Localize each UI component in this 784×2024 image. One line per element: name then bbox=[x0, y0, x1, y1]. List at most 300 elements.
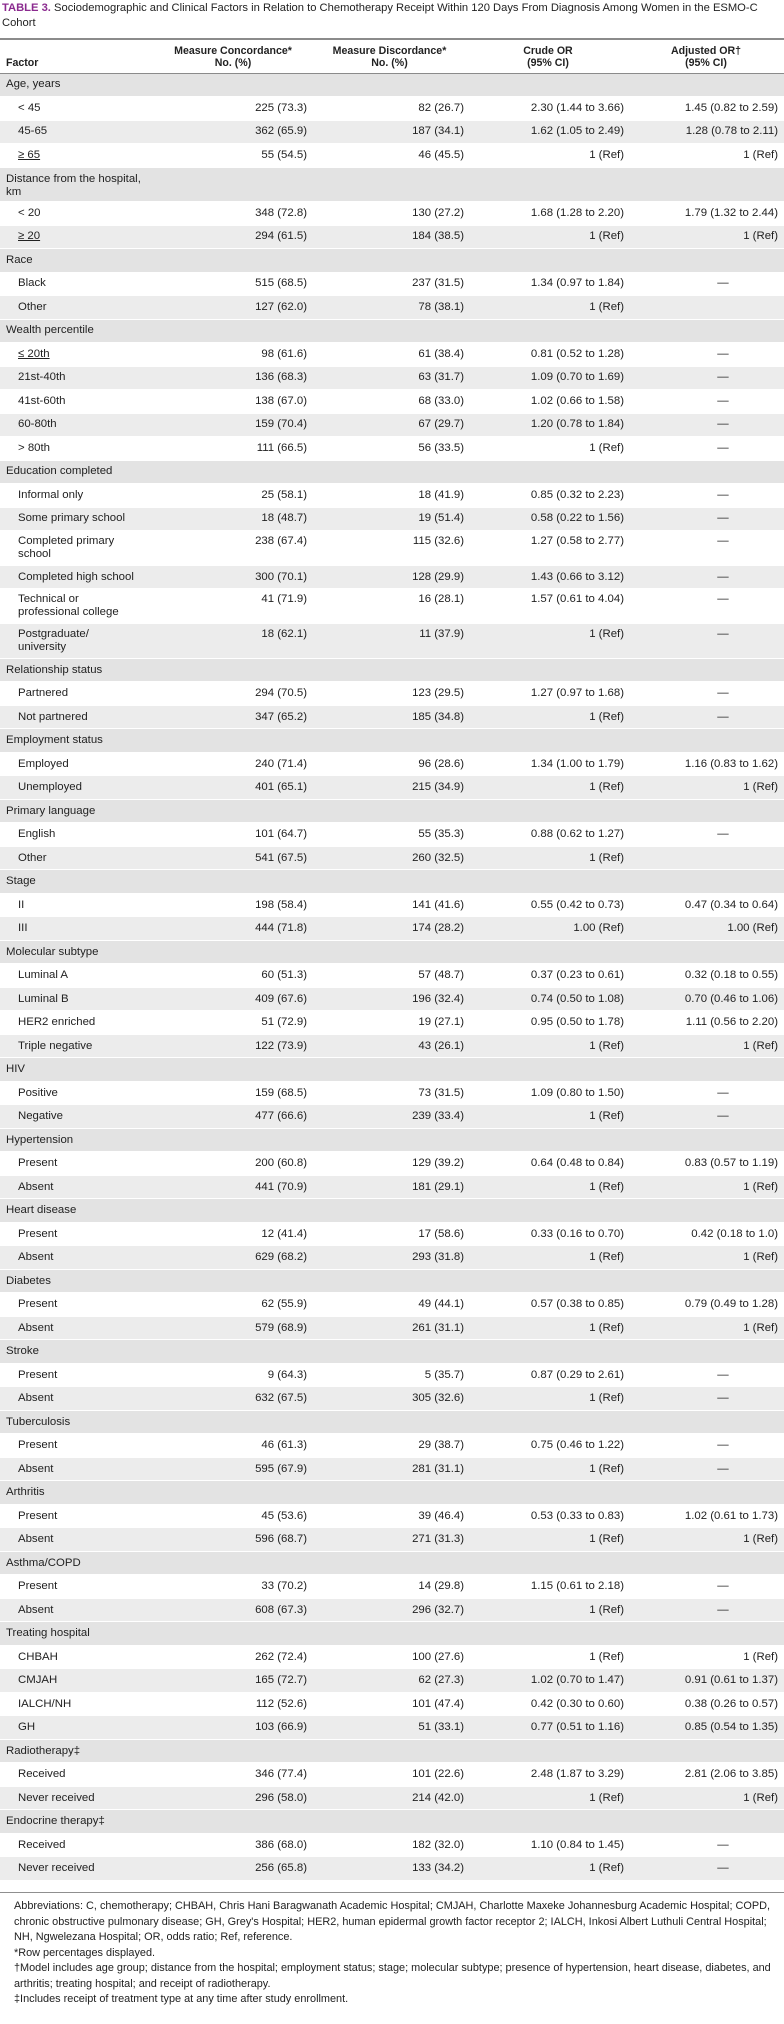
table-row bbox=[0, 296, 784, 320]
cell-crude-or: 2.48 (1.87 to 3.29) bbox=[468, 1763, 628, 1787]
cell-crude-or: 2.30 (1.44 to 3.66) bbox=[468, 97, 628, 121]
cell-adjusted-or bbox=[628, 296, 784, 320]
section-row bbox=[0, 1410, 784, 1434]
row-factor bbox=[0, 97, 155, 121]
table-row bbox=[0, 1833, 784, 1857]
row-factor bbox=[0, 296, 155, 320]
section-label: Primary language bbox=[0, 799, 784, 823]
factor-label: Present bbox=[18, 1157, 58, 1169]
cell-adjusted-or: 1 (Ref) bbox=[628, 225, 784, 249]
table-row bbox=[0, 1575, 784, 1599]
table-row bbox=[0, 531, 784, 566]
cell-concordance: 25 (58.1) bbox=[155, 484, 311, 508]
section-row bbox=[0, 729, 784, 753]
factor-label: Absent bbox=[18, 1462, 54, 1475]
cell-adjusted-or: — bbox=[628, 366, 784, 390]
table-row bbox=[0, 893, 784, 917]
cell-adjusted-or: 0.83 (0.57 to 1.19) bbox=[628, 1152, 784, 1176]
table-row bbox=[0, 1316, 784, 1340]
section-row bbox=[0, 167, 784, 202]
cell-adjusted-or: 0.38 (0.26 to 0.57) bbox=[628, 1692, 784, 1716]
row-factor bbox=[0, 1363, 155, 1387]
cell-concordance: 632 (67.5) bbox=[155, 1387, 311, 1411]
header-discordance: Measure Discordance* No. (%) bbox=[311, 39, 468, 73]
factor-label: Absent bbox=[18, 1533, 54, 1545]
cell-adjusted-or: 1 (Ref) bbox=[628, 1316, 784, 1340]
section-label: Diabetes bbox=[0, 1269, 784, 1293]
cell-crude-or: 1 (Ref) bbox=[468, 624, 628, 659]
cell-discordance: 130 (27.2) bbox=[311, 202, 468, 226]
cell-discordance: 100 (27.6) bbox=[311, 1645, 468, 1669]
factor-label: HER2 enriched bbox=[18, 1016, 96, 1028]
footnote-model: †Model includes age group; distance from the hospital; employment status; stage; molecular subtype; presence of hypertension, heart disease, diabetes, and arthritis; treating hospital; and receipt of radiotherapy. bbox=[14, 1962, 771, 1990]
row-factor bbox=[0, 1246, 155, 1270]
cell-crude-or: 1 (Ref) bbox=[468, 1786, 628, 1810]
cell-discordance: 19 (51.4) bbox=[311, 507, 468, 531]
section-row bbox=[0, 1269, 784, 1293]
cell-crude-or: 1.68 (1.28 to 2.20) bbox=[468, 202, 628, 226]
cell-adjusted-or: 1 (Ref) bbox=[628, 1786, 784, 1810]
row-factor bbox=[0, 484, 155, 508]
row-factor bbox=[0, 682, 155, 706]
cell-adjusted-or: — bbox=[628, 1105, 784, 1129]
section-label: Asthma/COPD bbox=[0, 1551, 784, 1575]
cell-crude-or: 0.95 (0.50 to 1.78) bbox=[468, 1011, 628, 1035]
cell-concordance: 386 (68.0) bbox=[155, 1833, 311, 1857]
cell-crude-or: 1.20 (0.78 to 1.84) bbox=[468, 413, 628, 437]
section-label: Stage bbox=[0, 870, 784, 894]
cell-concordance: 136 (68.3) bbox=[155, 366, 311, 390]
cell-adjusted-or: 1 (Ref) bbox=[628, 1645, 784, 1669]
section-label: Heart disease bbox=[0, 1199, 784, 1223]
cell-adjusted-or: — bbox=[628, 624, 784, 659]
factor-label: 45-65 bbox=[18, 125, 48, 138]
row-factor bbox=[0, 343, 155, 367]
cell-discordance: 293 (31.8) bbox=[311, 1246, 468, 1270]
cell-concordance: 159 (70.4) bbox=[155, 413, 311, 437]
cell-crude-or: 1 (Ref) bbox=[468, 144, 628, 168]
cell-concordance: 138 (67.0) bbox=[155, 390, 311, 414]
row-factor bbox=[0, 776, 155, 800]
cell-crude-or: 0.58 (0.22 to 1.56) bbox=[468, 507, 628, 531]
row-factor bbox=[0, 846, 155, 870]
cell-crude-or: 1 (Ref) bbox=[468, 1316, 628, 1340]
cell-crude-or: 1 (Ref) bbox=[468, 1598, 628, 1622]
cell-discordance: 141 (41.6) bbox=[311, 893, 468, 917]
cell-crude-or: 1.34 (1.00 to 1.79) bbox=[468, 752, 628, 776]
cell-adjusted-or: 1.11 (0.56 to 2.20) bbox=[628, 1011, 784, 1035]
section-row bbox=[0, 1810, 784, 1834]
cell-concordance: 296 (58.0) bbox=[155, 1786, 311, 1810]
section-row bbox=[0, 1340, 784, 1364]
table-row bbox=[0, 1222, 784, 1246]
cell-discordance: 271 (31.3) bbox=[311, 1528, 468, 1552]
cell-concordance: 198 (58.4) bbox=[155, 893, 311, 917]
section-row bbox=[0, 799, 784, 823]
cell-discordance: 174 (28.2) bbox=[311, 917, 468, 941]
row-factor bbox=[0, 144, 155, 168]
row-factor bbox=[0, 624, 155, 659]
row-factor bbox=[0, 1833, 155, 1857]
footnote-treatment: ‡Includes receipt of treatment type at any time after study enrollment. bbox=[14, 1993, 349, 2005]
footnote-abbreviations: Abbreviations: C, chemotherapy; CHBAH, Chris Hani Baragwanath Academic Hospital; CMJAH, Charlotte Maxeke Johannesburg Academic Hospital; COPD, chronic obstructive pulmonary disease; GH, Grey's Hospital; HER2, human epidermal growth factor receptor 2; IALCH, Inkosi Albert Luthuli Central Hospital; NH, Ngwelezana Hospital; OR, odds ratio; Ref, reference. bbox=[14, 1900, 771, 1943]
table-row bbox=[0, 272, 784, 296]
cell-adjusted-or: — bbox=[628, 507, 784, 531]
cell-adjusted-or: 0.42 (0.18 to 1.0) bbox=[628, 1222, 784, 1246]
cell-concordance: 444 (71.8) bbox=[155, 917, 311, 941]
factor-label: II bbox=[18, 898, 25, 911]
cell-adjusted-or: — bbox=[628, 1575, 784, 1599]
table-row bbox=[0, 776, 784, 800]
table-row bbox=[0, 1387, 784, 1411]
section-label: Wealth percentile bbox=[0, 319, 784, 343]
row-factor bbox=[0, 120, 155, 144]
cell-adjusted-or: 1.02 (0.61 to 1.73) bbox=[628, 1504, 784, 1528]
section-label: Education completed bbox=[0, 460, 784, 484]
cell-concordance: 294 (70.5) bbox=[155, 682, 311, 706]
cell-crude-or: 0.74 (0.50 to 1.08) bbox=[468, 987, 628, 1011]
cell-discordance: 133 (34.2) bbox=[311, 1857, 468, 1881]
table-row bbox=[0, 1457, 784, 1481]
cell-discordance: 128 (29.9) bbox=[311, 565, 468, 589]
cell-concordance: 240 (71.4) bbox=[155, 752, 311, 776]
cell-adjusted-or: — bbox=[628, 1081, 784, 1105]
footnote-row-percent: *Row percentages displayed. bbox=[14, 1946, 156, 1959]
table-row bbox=[0, 1645, 784, 1669]
cell-discordance: 129 (39.2) bbox=[311, 1152, 468, 1176]
factor-label: Present bbox=[18, 1509, 58, 1522]
cell-discordance: 19 (27.1) bbox=[311, 1011, 468, 1035]
section-row bbox=[0, 1199, 784, 1223]
cell-concordance: 409 (67.6) bbox=[155, 987, 311, 1011]
cell-crude-or: 1.27 (0.97 to 1.68) bbox=[468, 682, 628, 706]
factor-label: Never received bbox=[18, 1862, 95, 1874]
section-row bbox=[0, 870, 784, 894]
cell-crude-or: 0.85 (0.32 to 2.23) bbox=[468, 484, 628, 508]
factor-label: Absent bbox=[18, 1251, 54, 1263]
cell-concordance: 300 (70.1) bbox=[155, 565, 311, 589]
table-row bbox=[0, 589, 784, 624]
cell-discordance: 78 (38.1) bbox=[311, 296, 468, 320]
cell-concordance: 103 (66.9) bbox=[155, 1716, 311, 1740]
row-factor bbox=[0, 917, 155, 941]
cell-concordance: 111 (66.5) bbox=[155, 437, 311, 461]
cell-discordance: 49 (44.1) bbox=[311, 1293, 468, 1317]
row-factor bbox=[0, 437, 155, 461]
cell-concordance: 127 (62.0) bbox=[155, 296, 311, 320]
cell-adjusted-or: 1 (Ref) bbox=[628, 1034, 784, 1058]
cell-concordance: 9 (64.3) bbox=[155, 1363, 311, 1387]
row-factor bbox=[0, 1293, 155, 1317]
cell-adjusted-or: 0.70 (0.46 to 1.06) bbox=[628, 987, 784, 1011]
row-factor bbox=[0, 1575, 155, 1599]
cell-crude-or: 1.62 (1.05 to 2.49) bbox=[468, 120, 628, 144]
cell-crude-or: 0.88 (0.62 to 1.27) bbox=[468, 823, 628, 847]
cell-discordance: 101 (22.6) bbox=[311, 1763, 468, 1787]
factor-label: Never received bbox=[18, 1791, 95, 1804]
cell-adjusted-or: — bbox=[628, 1833, 784, 1857]
section-row bbox=[0, 940, 784, 964]
table-row bbox=[0, 144, 784, 168]
row-factor bbox=[0, 1011, 155, 1035]
cell-crude-or: 1.00 (Ref) bbox=[468, 917, 628, 941]
cell-concordance: 238 (67.4) bbox=[155, 531, 311, 566]
cell-crude-or: 1.43 (0.66 to 3.12) bbox=[468, 565, 628, 589]
row-factor bbox=[0, 413, 155, 437]
cell-adjusted-or: 0.32 (0.18 to 0.55) bbox=[628, 964, 784, 988]
cell-crude-or: 1 (Ref) bbox=[468, 1105, 628, 1129]
cell-discordance: 62 (27.3) bbox=[311, 1669, 468, 1693]
cell-crude-or: 1.02 (0.70 to 1.47) bbox=[468, 1669, 628, 1693]
data-table bbox=[0, 38, 784, 1881]
row-factor bbox=[0, 1457, 155, 1481]
cell-crude-or: 1 (Ref) bbox=[468, 1246, 628, 1270]
section-row bbox=[0, 1739, 784, 1763]
factor-label: Postgraduate/ university bbox=[18, 628, 89, 654]
cell-concordance: 45 (53.6) bbox=[155, 1504, 311, 1528]
cell-adjusted-or: — bbox=[628, 390, 784, 414]
cell-discordance: 11 (37.9) bbox=[311, 624, 468, 659]
cell-adjusted-or bbox=[628, 846, 784, 870]
factor-label: Received bbox=[18, 1768, 66, 1780]
cell-adjusted-or: 2.81 (2.06 to 3.85) bbox=[628, 1763, 784, 1787]
cell-concordance: 362 (65.9) bbox=[155, 120, 311, 144]
table-row bbox=[0, 1434, 784, 1458]
section-row bbox=[0, 319, 784, 343]
cell-discordance: 184 (38.5) bbox=[311, 225, 468, 249]
table-row bbox=[0, 437, 784, 461]
row-factor bbox=[0, 1763, 155, 1787]
cell-adjusted-or: 0.85 (0.54 to 1.35) bbox=[628, 1716, 784, 1740]
cell-concordance: 348 (72.8) bbox=[155, 202, 311, 226]
cell-crude-or: 0.57 (0.38 to 0.85) bbox=[468, 1293, 628, 1317]
cell-crude-or: 0.53 (0.33 to 0.83) bbox=[468, 1504, 628, 1528]
row-factor bbox=[0, 1387, 155, 1411]
cell-crude-or: 0.33 (0.16 to 0.70) bbox=[468, 1222, 628, 1246]
table-row bbox=[0, 964, 784, 988]
cell-crude-or: 1 (Ref) bbox=[468, 1387, 628, 1411]
cell-adjusted-or: — bbox=[628, 272, 784, 296]
factor-label: Present bbox=[18, 1298, 58, 1310]
cell-concordance: 122 (73.9) bbox=[155, 1034, 311, 1058]
cell-discordance: 261 (31.1) bbox=[311, 1316, 468, 1340]
row-factor bbox=[0, 225, 155, 249]
table-row bbox=[0, 225, 784, 249]
table-row bbox=[0, 1692, 784, 1716]
table-row bbox=[0, 1293, 784, 1317]
cell-adjusted-or: — bbox=[628, 1434, 784, 1458]
cell-discordance: 196 (32.4) bbox=[311, 987, 468, 1011]
table-row bbox=[0, 1857, 784, 1881]
cell-crude-or: 0.55 (0.42 to 0.73) bbox=[468, 893, 628, 917]
cell-discordance: 67 (29.7) bbox=[311, 413, 468, 437]
cell-concordance: 294 (61.5) bbox=[155, 225, 311, 249]
row-factor bbox=[0, 1716, 155, 1740]
cell-discordance: 214 (42.0) bbox=[311, 1786, 468, 1810]
cell-adjusted-or: 1 (Ref) bbox=[628, 144, 784, 168]
table-row bbox=[0, 413, 784, 437]
factor-label: Completed high school bbox=[18, 570, 134, 583]
factor-label: CHBAH bbox=[18, 1650, 58, 1663]
factor-label: GH bbox=[18, 1721, 36, 1733]
factor-label: CMJAH bbox=[18, 1674, 58, 1686]
table-row bbox=[0, 1598, 784, 1622]
cell-adjusted-or: — bbox=[628, 531, 784, 566]
cell-discordance: 55 (35.3) bbox=[311, 823, 468, 847]
cell-crude-or: 1 (Ref) bbox=[468, 296, 628, 320]
cell-discordance: 185 (34.8) bbox=[311, 705, 468, 729]
footnotes bbox=[0, 1892, 784, 2024]
section-label: Radiotherapy‡ bbox=[0, 1739, 784, 1763]
cell-discordance: 101 (47.4) bbox=[311, 1692, 468, 1716]
cell-crude-or: 0.42 (0.30 to 0.60) bbox=[468, 1692, 628, 1716]
row-factor bbox=[0, 507, 155, 531]
row-factor bbox=[0, 272, 155, 296]
table-row bbox=[0, 1786, 784, 1810]
cell-adjusted-or: — bbox=[628, 565, 784, 589]
cell-crude-or: 0.64 (0.48 to 0.84) bbox=[468, 1152, 628, 1176]
cell-crude-or: 1 (Ref) bbox=[468, 705, 628, 729]
cell-crude-or: 1.09 (0.80 to 1.50) bbox=[468, 1081, 628, 1105]
cell-discordance: 281 (31.1) bbox=[311, 1457, 468, 1481]
cell-discordance: 215 (34.9) bbox=[311, 776, 468, 800]
row-factor bbox=[0, 531, 155, 566]
cell-concordance: 51 (72.9) bbox=[155, 1011, 311, 1035]
cell-adjusted-or: — bbox=[628, 1387, 784, 1411]
cell-concordance: 515 (68.5) bbox=[155, 272, 311, 296]
row-factor bbox=[0, 705, 155, 729]
row-factor bbox=[0, 390, 155, 414]
table-row bbox=[0, 507, 784, 531]
cell-discordance: 305 (32.6) bbox=[311, 1387, 468, 1411]
cell-concordance: 477 (66.6) bbox=[155, 1105, 311, 1129]
section-row bbox=[0, 460, 784, 484]
table-row bbox=[0, 752, 784, 776]
section-label: Age, years bbox=[0, 73, 784, 97]
row-factor bbox=[0, 1175, 155, 1199]
cell-adjusted-or: — bbox=[628, 589, 784, 624]
cell-crude-or: 1 (Ref) bbox=[468, 1175, 628, 1199]
cell-discordance: 82 (26.7) bbox=[311, 97, 468, 121]
factor-label: 41st-60th bbox=[18, 394, 66, 407]
section-label: Molecular subtype bbox=[0, 940, 784, 964]
section-row bbox=[0, 1128, 784, 1152]
row-factor bbox=[0, 1034, 155, 1058]
factor-label: Luminal B bbox=[18, 992, 69, 1005]
row-factor bbox=[0, 1222, 155, 1246]
cell-crude-or: 1.57 (0.61 to 4.04) bbox=[468, 589, 628, 624]
table-row bbox=[0, 823, 784, 847]
cell-adjusted-or: — bbox=[628, 1363, 784, 1387]
row-factor bbox=[0, 1692, 155, 1716]
factor-label: Unemployed bbox=[18, 781, 82, 793]
cell-discordance: 73 (31.5) bbox=[311, 1081, 468, 1105]
table-row bbox=[0, 202, 784, 226]
cell-adjusted-or: 1.45 (0.82 to 2.59) bbox=[628, 97, 784, 121]
row-factor bbox=[0, 1669, 155, 1693]
cell-discordance: 16 (28.1) bbox=[311, 589, 468, 624]
cell-crude-or: 1 (Ref) bbox=[468, 1857, 628, 1881]
header-crude-or: Crude OR (95% CI) bbox=[468, 39, 628, 73]
row-factor bbox=[0, 1081, 155, 1105]
cell-discordance: 61 (38.4) bbox=[311, 343, 468, 367]
row-factor bbox=[0, 1316, 155, 1340]
table-row bbox=[0, 917, 784, 941]
section-row bbox=[0, 1481, 784, 1505]
factor-label: Absent bbox=[18, 1321, 54, 1334]
section-label: Stroke bbox=[0, 1340, 784, 1364]
cell-concordance: 541 (67.5) bbox=[155, 846, 311, 870]
cell-concordance: 33 (70.2) bbox=[155, 1575, 311, 1599]
factor-label: Employed bbox=[18, 757, 69, 770]
table-row bbox=[0, 1246, 784, 1270]
cell-adjusted-or: 1 (Ref) bbox=[628, 1528, 784, 1552]
factor-label: 21st-40th bbox=[18, 371, 66, 384]
header-adjusted-or: Adjusted OR† (95% CI) bbox=[628, 39, 784, 73]
factor-label: < 20 bbox=[18, 206, 41, 219]
cell-discordance: 14 (29.8) bbox=[311, 1575, 468, 1599]
table-row bbox=[0, 1034, 784, 1058]
cell-concordance: 55 (54.5) bbox=[155, 144, 311, 168]
cell-crude-or: 0.75 (0.46 to 1.22) bbox=[468, 1434, 628, 1458]
row-factor bbox=[0, 987, 155, 1011]
table-row bbox=[0, 1081, 784, 1105]
factor-label: IALCH/NH bbox=[18, 1697, 72, 1710]
factor-label: III bbox=[18, 922, 28, 934]
factor-label: Absent bbox=[18, 1180, 54, 1193]
factor-label: Triple negative bbox=[18, 1039, 93, 1052]
cell-concordance: 165 (72.7) bbox=[155, 1669, 311, 1693]
cell-crude-or: 1 (Ref) bbox=[468, 1457, 628, 1481]
row-factor bbox=[0, 366, 155, 390]
cell-adjusted-or: 1 (Ref) bbox=[628, 776, 784, 800]
cell-discordance: 187 (34.1) bbox=[311, 120, 468, 144]
row-factor bbox=[0, 1645, 155, 1669]
factor-label: Present bbox=[18, 1439, 58, 1451]
section-label: Treating hospital bbox=[0, 1622, 784, 1646]
table-row bbox=[0, 1011, 784, 1035]
table-row bbox=[0, 705, 784, 729]
factor-label: Received bbox=[18, 1838, 66, 1851]
table-row bbox=[0, 1175, 784, 1199]
table-row bbox=[0, 120, 784, 144]
factor-label: Present bbox=[18, 1580, 58, 1592]
row-factor bbox=[0, 1857, 155, 1881]
section-row bbox=[0, 249, 784, 273]
cell-concordance: 441 (70.9) bbox=[155, 1175, 311, 1199]
cell-crude-or: 1.27 (0.58 to 2.77) bbox=[468, 531, 628, 566]
row-factor bbox=[0, 565, 155, 589]
section-row bbox=[0, 1551, 784, 1575]
cell-discordance: 17 (58.6) bbox=[311, 1222, 468, 1246]
cell-adjusted-or: — bbox=[628, 705, 784, 729]
factor-label: Present bbox=[18, 1227, 58, 1240]
section-label: Employment status bbox=[0, 729, 784, 753]
section-label: Relationship status bbox=[0, 658, 784, 682]
table-row bbox=[0, 682, 784, 706]
cell-adjusted-or: 1.28 (0.78 to 2.11) bbox=[628, 120, 784, 144]
cell-adjusted-or: 1.16 (0.83 to 1.62) bbox=[628, 752, 784, 776]
section-row bbox=[0, 1622, 784, 1646]
cell-crude-or: 1 (Ref) bbox=[468, 776, 628, 800]
cell-concordance: 401 (65.1) bbox=[155, 776, 311, 800]
cell-adjusted-or: — bbox=[628, 343, 784, 367]
row-factor bbox=[0, 1105, 155, 1129]
cell-concordance: 346 (77.4) bbox=[155, 1763, 311, 1787]
cell-adjusted-or: 0.79 (0.49 to 1.28) bbox=[628, 1293, 784, 1317]
cell-discordance: 39 (46.4) bbox=[311, 1504, 468, 1528]
cell-adjusted-or: — bbox=[628, 413, 784, 437]
